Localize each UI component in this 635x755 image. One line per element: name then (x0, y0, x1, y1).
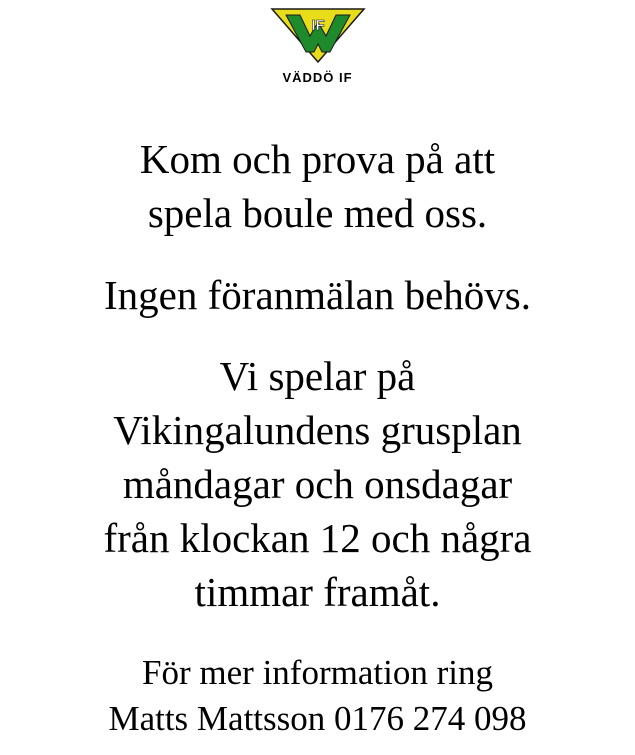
intro-text (0, 132, 635, 240)
schedule-line: måndagar och onsdagar (122, 461, 513, 507)
schedule-line: från klockan 12 och några (103, 515, 532, 561)
contact-info (0, 650, 635, 742)
intro-line: Kom och prova på att (139, 136, 496, 182)
schedule-line: Vikingalundens grusplan (113, 407, 522, 453)
contact-line: För mer information ring (142, 653, 493, 692)
club-logo (270, 6, 366, 64)
club-name: VÄDDÖ IF (282, 70, 353, 85)
schedule-text (0, 349, 635, 619)
no-registration-text: Ingen föranmälan behövs. (104, 272, 531, 318)
schedule-line: timmar framåt. (194, 569, 441, 615)
vaddo-if-emblem-icon (270, 6, 366, 64)
emblem-if-letters: IF (311, 17, 325, 34)
schedule-line: Vi spelar på (219, 353, 416, 399)
intro-line: spela boule med oss. (147, 190, 488, 236)
contact-phone-line: Matts Mattsson 0176 274 098 (108, 699, 527, 738)
